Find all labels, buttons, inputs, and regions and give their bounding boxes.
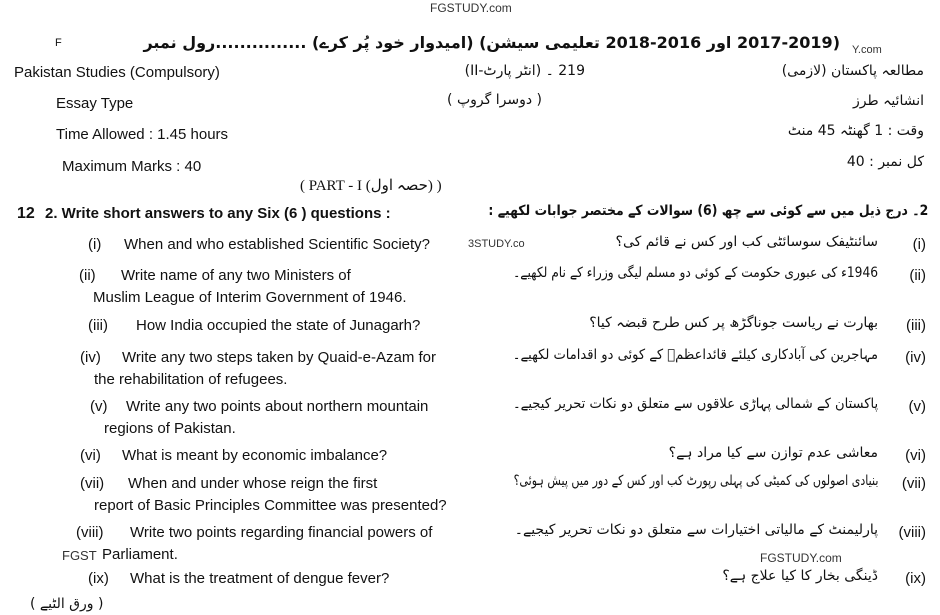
question-item-num: (ix)	[88, 570, 109, 587]
question-item-num-ur: (ii)	[909, 267, 926, 284]
overlay-mark-1: 3STUDY.co	[468, 238, 525, 250]
question-item-num-ur: (vii)	[901, 475, 926, 492]
question-marks: 12	[17, 205, 35, 222]
question-item-num-ur: (ix)	[905, 570, 926, 587]
question-item-num: (vii)	[80, 475, 105, 492]
question-item-num: (v)	[90, 398, 108, 415]
question-item-num: (iv)	[80, 349, 101, 366]
question-item-text-ur: بنیادی اصولوں کی کمیٹی کی پہلی رپورٹ کب اور کس کے دور میں پیش ہوئی؟	[513, 473, 878, 489]
question-item-text: Write any two points about northern mountain	[126, 398, 429, 415]
time-ur: وقت : 1 گھنٹہ 45 منٹ	[787, 123, 924, 139]
question-item-num: (vi)	[80, 447, 101, 464]
question-item-num-ur: (i)	[912, 236, 926, 253]
session-line: (2017-2019 اور 2016-2018 تعلیمی سیشن) (امیدوار خود پُر کرے) ...............رول نمبر	[143, 33, 840, 52]
question-item-num-ur: (vi)	[905, 447, 926, 464]
question-text-ur: 2۔ درج ذیل میں سے کوئی سے چھ (6) سوالات کے مختصر جوابات لکھیے :	[488, 203, 928, 219]
overlay-mark-2: FGST	[62, 548, 97, 563]
question-item-num: (ii)	[79, 267, 96, 284]
question-item-num-ur: (iv)	[905, 349, 926, 366]
question-item-text: the rehabilitation of refugees.	[94, 371, 288, 388]
question-item-num: (iii)	[88, 317, 108, 334]
question-item-text: report of Basic Principles Committee was presented?	[94, 497, 447, 514]
question-item-text: When and under whose reign the first	[128, 475, 378, 492]
question-item-text: How India occupied the state of Junagarh?	[136, 317, 421, 334]
marks-en: Maximum Marks : 40	[62, 158, 202, 175]
marks-ur: کل نمبر : 40	[846, 154, 924, 170]
question-item-num-ur: (iii)	[906, 317, 926, 334]
question-item-text-ur: معاشی عدم توازن سے کیا مراد ہے؟	[668, 445, 878, 461]
paper-code-letter: F	[55, 37, 62, 49]
question-item-num: (i)	[88, 236, 102, 253]
question-item-text-ur: پاکستان کے شمالی پہاڑی علاقوں سے متعلق دو نکات تحریر کیجیے۔	[512, 396, 878, 412]
question-text-en: 2. Write short answers to any Six (6 ) questions :	[45, 205, 391, 222]
question-item-text: Muslim League of Interim Government of 1946.	[93, 289, 407, 306]
side-mark: Y.com	[852, 44, 882, 56]
question-item-text-ur: پارلیمنٹ کے مالیاتی اختیارات سے متعلق دو نکات تحریر کیجیے۔	[514, 522, 878, 538]
subject-en: Pakistan Studies (Compulsory)	[14, 64, 220, 81]
question-item-text: What is meant by economic imbalance?	[122, 447, 388, 464]
question-item-num: (viii)	[76, 524, 104, 541]
paper-code: 219 ۔ (انٹر پارٹ-II)	[464, 63, 585, 79]
question-item-text: regions of Pakistan.	[104, 420, 236, 437]
overlay-mark-3: FGSTUDY.com	[760, 551, 842, 565]
question-item-text: Write two points regarding financial powers of	[130, 524, 433, 541]
question-item-num-ur: (viii)	[898, 524, 926, 541]
question-item-text: When and who established Scientific Society?	[124, 236, 431, 253]
time-en: Time Allowed : 1.45 hours	[56, 126, 229, 143]
type-ur: انشائیہ طرز	[853, 93, 924, 109]
question-item-num-ur: (v)	[908, 398, 926, 415]
group-ur: ( دوسرا گروپ )	[447, 92, 542, 108]
question-item-text: Write any two steps taken by Quaid-e-Azam for	[122, 349, 437, 366]
turn-over-note: ( ورق الٹیے )	[30, 596, 104, 612]
question-item-text: Write name of any two Ministers of	[121, 267, 351, 284]
question-item-text: Parliament.	[102, 546, 178, 563]
question-item-text-ur: 1946ء کی عبوری حکومت کے کوئی دو مسلم لیگی وزراء کے نام لکھیے۔	[513, 265, 878, 281]
question-item-text-ur: ڈینگی بخار کا کیا علاج ہے؟	[722, 568, 878, 584]
type-en: Essay Type	[56, 95, 134, 112]
question-item-text-ur: سائنٹیفک سوسائٹی کب اور کس نے قائم کی؟	[615, 234, 878, 250]
question-item-text-ur: بھارت نے ریاست جوناگڑھ پر کس طرح قبضہ کیا؟	[589, 315, 878, 331]
subject-ur: مطالعہ پاکستان (لازمی)	[781, 63, 924, 79]
question-item-text-ur: مہاجرین کی آبادکاری کیلئے قائداعظمؒ کے کوئی دو اقدامات لکھیے۔	[512, 347, 878, 363]
part-heading: ( PART - I (حصہ اول) )	[300, 178, 442, 194]
site-mark: FGSTUDY.com	[430, 1, 512, 15]
question-item-text: What is the treatment of dengue fever?	[130, 570, 390, 587]
